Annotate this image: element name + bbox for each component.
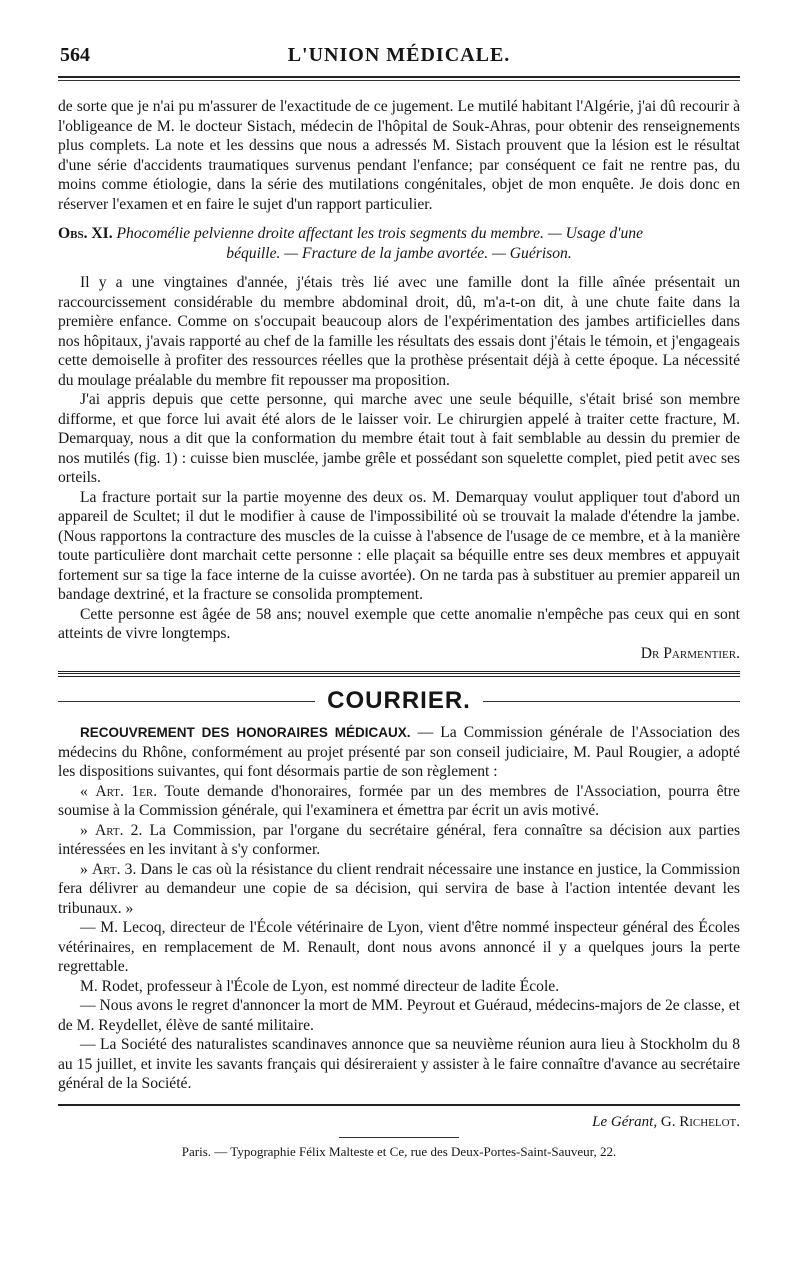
observation-title-line-1: Phocomélie pelvienne droite affectant les trois segments du membre. — Usage d'une [116,225,643,242]
courrier-heading: COURRIER. [327,687,471,714]
heading-line-left [58,701,315,702]
courrier-runin-text: — La Commission générale de l'Association des médecins du Rhône, conformément au projet présenté par son conseil judiciaire, M. Paul Rougier, a adopté les dispositions suivantes, qui font désormais partie de son règlement : [58,724,740,780]
article-paragraph: Cette personne est âgée de 58 ans; nouvel exemple que cette anomalie n'empêche pas ceux qui en sont atteints de vivre longtemps. [58,605,740,642]
observation-label: Obs. XI. [58,225,113,242]
news-item: — Nous avons le regret d'annoncer la mort de MM. Peyrout et Guéraud, médecins-majors de 2e classe, et de M. Reydellet, élève de santé militaire. [58,997,740,1034]
courrier-body [58,723,740,1094]
gerant-name: G. Richelot. [660,1113,740,1130]
page-header [58,36,740,76]
gerant-rule [339,1137,459,1138]
gerant-line [58,1114,740,1131]
header-rule [58,76,740,78]
heading-line-right [483,701,740,702]
section-divider [58,671,740,677]
header-rule-thin [58,80,740,81]
quote-mark: » [80,860,92,878]
news-item: M. Rodet, professeur à l'École de Lyon, est nommé directeur de ladite École. [80,977,560,995]
footer-rule [58,1104,740,1106]
article-text: Toute demande d'honoraires, formée par un des membres de l'Association, pourra être soumise à la Commission générale, qui l'examinera et émettra par écrit un avis motivé. [58,782,740,819]
article-body [58,97,740,663]
page-number: 564 [60,44,90,66]
gerant-label: Le Gérant, [592,1113,658,1130]
courrier-heading-row [58,687,740,715]
journal-title: L'UNION MÉDICALE. [287,44,511,66]
article-paragraph: J'ai appris depuis que cette personne, qui marche avec une seule béquille, s'était brisé son membre difforme, et que force lui avait été alors de le laisser voir. Le chirurgien appelé à traiter cette fracture, M. Demarquay, nous a dit que la conformation du membre était tout à fait semblable au dessin du premier de nos mutilés (fig. 1) : cuisse bien musclée, jambe grêle et possédant son squelette complet, pied petit avec ses orteils. [58,391,740,486]
courrier-lead [58,723,740,782]
regulation-article [58,860,740,919]
news-item: — La Société des naturalistes scandinaves annonce que sa neuvième réunion aura lieu à Stockholm du 8 au 15 juillet, et invite les savants français qui désireraient y assister à le faire connaître d'avance au secrétaire général de la Société. [58,1036,740,1092]
article-paragraph: La fracture portait sur la partie moyenne des deux os. M. Demarquay voulut appliquer tout d'abord un appareil de Scultet; il dut le modifier à cause de l'impossibilité où se trouvait la malade d'étendre la jambe. (Nous rapportons la contracture des muscles de la cuisse à l'absence de l'usage de ce membre, et à la manière toute particulière dont marchait cette personne : elle plaçait sa béquille entre ses deux membres et appuyait fortement sur sa tige la face interne de la cuisse avortée). On ne tarda pas à substituer au premier appareil un bandage dextriné, et la fracture se consolida promptement. [58,488,740,603]
observation-title-line-2: béquille. — Fracture de la jambe avortée. — Guérison. [226,244,572,262]
quote-mark: « [80,782,96,800]
printer-imprint: Paris. — Typographie Félix Malteste et Ce, rue des Deux-Portes-Saint-Sauveur, 22. [181,1143,617,1159]
author-signature-text: Dr Parmentier. [640,644,740,662]
regulation-article [58,821,740,860]
observation-heading [58,224,740,263]
article-paragraph: Il y a une vingtaines d'année, j'étais très lié avec une famille dont la fille aînée présentait un raccourcissement considérable du membre abdominal droit, dû, m'a-t-on dit, à une chute faite dans la première enfance. Comme on s'occupait beaucoup alors de l'expérimentation des jambes artificielles dans nos hôpitaux, j'avais rapporté au chef de la famille les résultats des essais dont j'étais le témoin, et j'engageais cette demoiselle à profiter des ressources réelles que la prothèse présentait déjà à cette époque. La nécessité du moulage préalable du membre fit repousser ma proposition. [58,274,740,389]
regulation-article [58,782,740,821]
news-item: — M. Lecoq, directeur de l'École vétérinaire de Lyon, vient d'être nommé inspecteur général des Écoles vétérinaires, en remplacement de M. Renault, dont nous avons annoncé il y a quelques jours la perte regrettable. [58,919,740,975]
quote-mark: » [80,821,95,839]
article-label: Art. 1er. [95,782,158,800]
article-text: La Commission, par l'organe du secrétaire général, fera connaître sa décision aux parties intéressées en les invitant à s'y conformer. [58,821,741,858]
article-intro: de sorte que je n'ai pu m'assurer de l'exactitude de ce jugement. Le mutilé habitant l'Algérie, j'ai dû recourir à l'obligeance de M. le docteur Sistach, médecin de l'hôpital de Souk-Ahras, pour obtenir des renseignements plus complets. La note et les dessins que nous a adressés M. Sistach prouvent que la lésion est le résultat d'une série d'accidents traumatiques survenus pendant l'enfance; par conséquent ce fait ne rentre pas, du moins comme étiologie, dans la série des mutilations congénitales, objet de mon enquête. Je dois donc en réserver l'examen et en faire le sujet d'un rapport particulier. [58,98,740,213]
courrier-runin-title: RECOUVREMENT DES HONORAIRES MÉDICAUX. [80,725,411,740]
author-signature [58,644,740,664]
article-label: Art. 3. [91,860,137,878]
article-text: Dans le cas où la résistance du client rendrait nécessaire une instance en justice, la Commission fera délivrer au demandeur une copie de sa décision, qui servira de base à l'action intentée devant les tribunaux. » [58,860,741,917]
article-label: Art. 2. [94,821,143,839]
